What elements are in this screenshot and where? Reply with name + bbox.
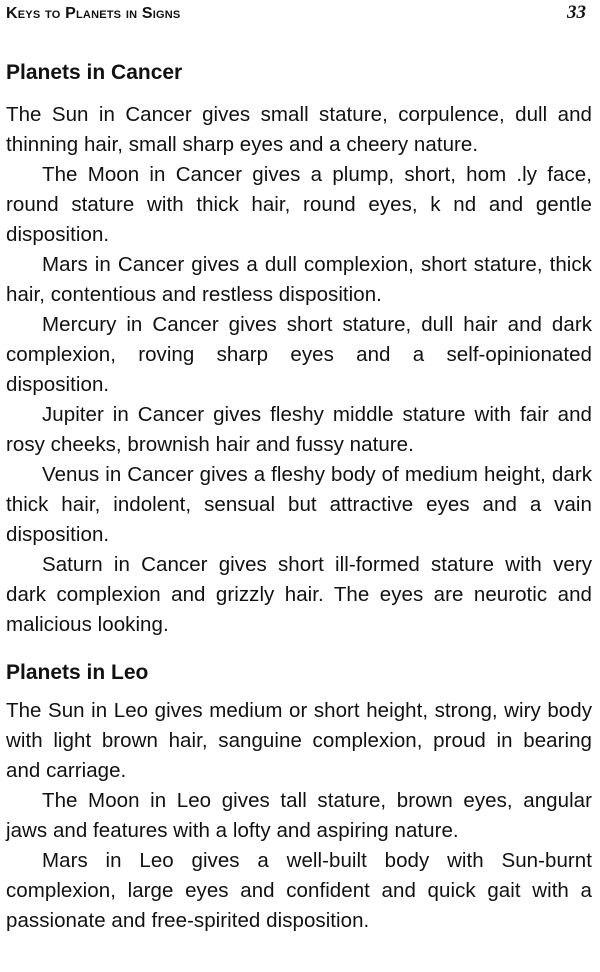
page-number: 33 <box>567 2 586 23</box>
page-body <box>6 58 592 936</box>
paragraph-moon-cancer: The Moon in Cancer gives a plump, short, hom .ly face, round stature with thick hair, round eyes, k nd and gentle disposition. <box>6 163 592 246</box>
paragraph-jupiter-cancer: Jupiter in Cancer gives fleshy middle stature with fair and rosy cheeks, brownish hair and fussy nature. <box>6 403 592 456</box>
paragraph-mars-leo: Mars in Leo gives a well-built body with Sun-burnt complexion, large eyes and confident and quick gait with a passionate and free-spirited disposition. <box>6 849 592 932</box>
section-heading-cancer: Planets in Cancer <box>6 61 183 84</box>
paragraph-moon-leo: The Moon in Leo gives tall stature, brown eyes, angular jaws and features with a lofty and aspiring nature. <box>6 789 592 842</box>
section-heading-leo: Planets in Leo <box>6 661 149 684</box>
paragraph-mercury-cancer: Mercury in Cancer gives short stature, dull hair and dark complexion, roving sharp eyes and a self-opinionated disposition. <box>6 313 592 396</box>
paragraph-sun-leo: The Sun in Leo gives medium or short height, strong, wiry body with light brown hair, sanguine complexion, proud in bearing and carriage. <box>6 699 592 782</box>
running-head: Keys to Planets in Signs <box>6 5 181 22</box>
paragraph-venus-cancer: Venus in Cancer gives a fleshy body of medium height, dark thick hair, indolent, sensual but attractive eyes and a vain disposition. <box>6 463 592 546</box>
paragraph-saturn-cancer: Saturn in Cancer gives short ill-formed stature with very dark complexion and grizzly hair. The eyes are neurotic and malicious looking. <box>6 553 592 636</box>
paragraph-mars-cancer: Mars in Cancer gives a dull complexion, short stature, thick hair, contentious and restless disposition. <box>6 253 592 306</box>
paragraph-sun-cancer: The Sun in Cancer gives small stature, corpulence, dull and thinning hair, small sharp eyes and a cheery nature. <box>6 103 592 156</box>
